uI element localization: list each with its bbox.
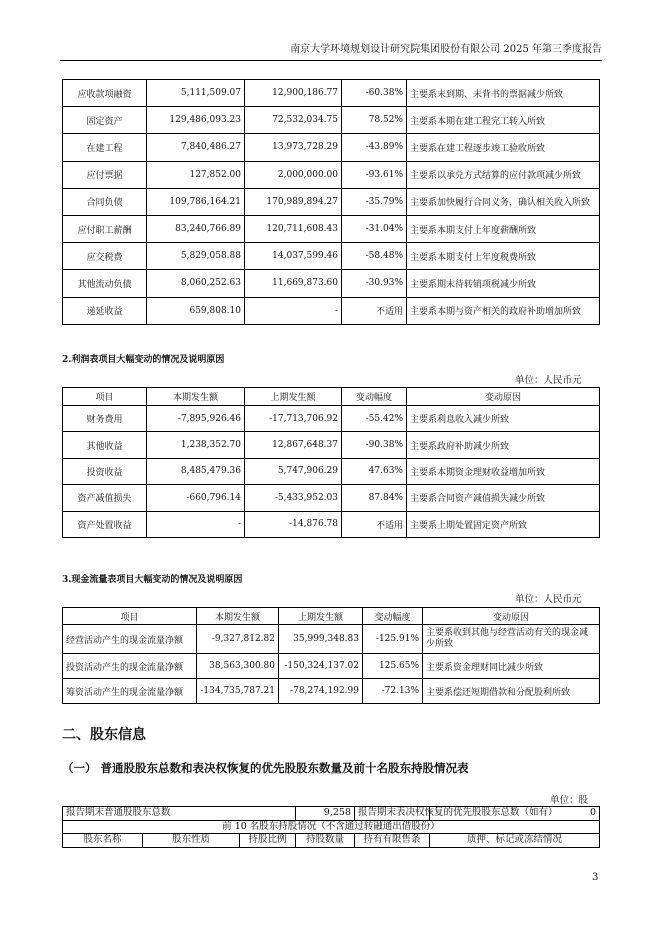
table-row xyxy=(63,80,600,107)
previous-value-cell: 35,999,348.83 xyxy=(279,625,363,654)
item-cell: 其他收益 xyxy=(63,432,147,458)
table-row xyxy=(63,432,600,458)
change-reason-cell: 主要系资金理财同比减少所致 xyxy=(423,654,600,679)
change-reason-cell: 主要系上期处置固定资产所致 xyxy=(407,511,600,537)
current-value-cell: 8,060,252.63 xyxy=(147,270,245,297)
column-header: 质押、标记或冻结情况 xyxy=(430,834,600,848)
previous-value-cell: 2,000,000.00 xyxy=(245,161,342,188)
item-cell: 合同负债 xyxy=(63,188,147,215)
previous-value-cell: 5,747,906.29 xyxy=(245,458,342,484)
table-header-row xyxy=(63,388,600,406)
previous-value-cell: - xyxy=(245,297,342,324)
cash-flow-changes-table xyxy=(62,607,600,704)
cash-flow-section-title: 3.现金流量表项目大幅变动的情况及说明原因 xyxy=(62,575,243,585)
table-row xyxy=(63,270,600,297)
current-value-cell: 109,786,164.21 xyxy=(147,188,245,215)
total-shareholders-label: 报告期末普通股股东总数 xyxy=(63,807,296,821)
change-reason-cell: 主要系利息收入减少所致 xyxy=(407,406,600,432)
change-rate-cell: -58.48% xyxy=(342,243,407,270)
current-value-cell: 659,808.10 xyxy=(147,297,245,324)
table-row xyxy=(63,625,600,654)
column-header: 股东性质 xyxy=(143,834,240,848)
item-cell: 投资收益 xyxy=(63,458,147,484)
change-rate-cell: -93.61% xyxy=(342,161,407,188)
table-row xyxy=(63,511,600,537)
change-reason-cell: 主要系未到期、未背书的票据减少所致 xyxy=(407,80,600,107)
column-header: 项目 xyxy=(63,608,197,625)
item-cell: 资产处置收益 xyxy=(63,511,147,537)
previous-value-cell: 12,900,186.77 xyxy=(245,80,342,107)
top10-shareholders-label: 前 10 名股东持股情况（不含通过转融通出借股份） xyxy=(63,820,600,834)
current-value-cell: -7,895,926.46 xyxy=(147,406,245,432)
item-cell: 其他流动负债 xyxy=(63,270,147,297)
table-row xyxy=(63,297,600,324)
item-cell: 在建工程 xyxy=(63,134,147,161)
previous-value-cell: -78,274,192.99 xyxy=(279,679,363,704)
current-value-cell: -9,327,812.82 xyxy=(197,625,279,654)
column-header: 持股数量 xyxy=(296,834,355,848)
change-reason-cell: 主要系加快履行合同义务，确认相关收入所致 xyxy=(407,188,600,215)
change-rate-cell: -35.79% xyxy=(342,188,407,215)
previous-value-cell: -150,324,137.02 xyxy=(279,654,363,679)
table-row xyxy=(63,215,600,242)
current-value-cell: 5,111,509.07 xyxy=(147,80,245,107)
table-row xyxy=(63,188,600,215)
change-rate-cell: 125.65% xyxy=(363,654,423,679)
change-rate-cell: 不适用 xyxy=(342,511,407,537)
previous-value-cell: -17,713,706.92 xyxy=(245,406,342,432)
current-value-cell: 83,240,766.89 xyxy=(147,215,245,242)
item-cell: 资产减值损失 xyxy=(63,485,147,511)
table-row xyxy=(63,406,600,432)
change-rate-cell: 不适用 xyxy=(342,297,407,324)
current-value-cell: 7,840,486.27 xyxy=(147,134,245,161)
total-shareholders-value: 9,258 xyxy=(296,807,355,821)
column-header: 上期发生额 xyxy=(245,388,342,406)
current-value-cell: 129,486,093.23 xyxy=(147,107,245,134)
change-rate-cell: -60.38% xyxy=(342,80,407,107)
column-header: 变动原因 xyxy=(423,608,600,625)
table-header-row xyxy=(63,834,600,848)
table-row xyxy=(63,243,600,270)
table-header-row xyxy=(63,608,600,625)
current-value-cell: 38,563,300.80 xyxy=(197,654,279,679)
table-row xyxy=(63,107,600,134)
previous-value-cell: 170,989,894.27 xyxy=(245,188,342,215)
column-header: 本期发生额 xyxy=(147,388,245,406)
previous-value-cell: 14,037,599.46 xyxy=(245,243,342,270)
table-row xyxy=(63,134,600,161)
current-value-cell: -660,796.14 xyxy=(147,485,245,511)
change-rate-cell: -55.42% xyxy=(342,406,407,432)
item-cell: 应交税费 xyxy=(63,243,147,270)
current-value-cell: 5,829,058.88 xyxy=(147,243,245,270)
shareholder-table xyxy=(62,806,600,848)
change-reason-cell: 主要系以承兑方式结算的应付款项减少所致 xyxy=(407,161,600,188)
change-reason-cell: 主要系政府补助减少所致 xyxy=(407,432,600,458)
change-rate-cell: -90.38% xyxy=(342,432,407,458)
change-rate-cell: 47.63% xyxy=(342,458,407,484)
shareholder-table-heading: （一） 普通股股东总数和表决权恢复的优先股股东数量及前十名股东持股情况表 xyxy=(62,761,469,775)
change-reason-cell: 主要系在建工程逐步竣工验收所致 xyxy=(407,134,600,161)
change-reason-cell: 主要系本期支付上年度薪酬所致 xyxy=(407,215,600,242)
item-cell: 筹资活动产生的现金流量净额 xyxy=(63,679,197,704)
previous-value-cell: -14,876.78 xyxy=(245,511,342,537)
preferred-shareholders-value: 0 xyxy=(430,807,600,821)
column-header: 项目 xyxy=(63,388,147,406)
change-rate-cell: -72.13% xyxy=(363,679,423,704)
item-cell: 递延收益 xyxy=(63,297,147,324)
shareholder-info-heading: 二、股东信息 xyxy=(62,727,146,743)
table-row xyxy=(63,654,600,679)
change-reason-cell: 主要系收到其他与经营活动有关的现金减少所致 xyxy=(423,625,600,654)
item-cell: 应收款项融资 xyxy=(63,80,147,107)
report-header: 南京大学环境规划设计研究院集团股份有限公司 2025 年第三季度报告 xyxy=(290,44,602,55)
current-value-cell: 127,852.00 xyxy=(147,161,245,188)
previous-value-cell: 13,973,728.29 xyxy=(245,134,342,161)
change-reason-cell: 主要系本期资金理财收益增加所致 xyxy=(407,458,600,484)
currency-unit-label: 单位：人民币元 xyxy=(515,594,582,605)
table-row xyxy=(63,161,600,188)
column-header: 变动幅度 xyxy=(363,608,423,625)
column-header: 持有有限售条 xyxy=(355,834,430,848)
table-row xyxy=(63,458,600,484)
income-statement-changes-table xyxy=(62,387,600,538)
page-number: 3 xyxy=(592,872,599,883)
change-reason-cell: 主要系本期在建工程完工转入所致 xyxy=(407,107,600,134)
previous-value-cell: 11,669,873.60 xyxy=(245,270,342,297)
current-value-cell: - xyxy=(147,511,245,537)
previous-value-cell: 12,867,648.37 xyxy=(245,432,342,458)
table-row xyxy=(63,485,600,511)
share-unit-label: 单位：股 xyxy=(550,795,589,806)
previous-value-cell: 120,711,608.43 xyxy=(245,215,342,242)
column-header: 变动原因 xyxy=(407,388,600,406)
item-cell: 经营活动产生的现金流量净额 xyxy=(63,625,197,654)
change-reason-cell: 主要系本期与资产相关的政府补助增加所致 xyxy=(407,297,600,324)
change-rate-cell: -31.04% xyxy=(342,215,407,242)
change-rate-cell: -125.91% xyxy=(363,625,423,654)
preferred-shareholders-label: 报告期末表决权恢复的优先股股东总数（如有） xyxy=(355,807,430,821)
column-header: 变动幅度 xyxy=(342,388,407,406)
column-header: 股东名称 xyxy=(63,834,143,848)
income-statement-section-title: 2.利润表项目大幅变动的情况及说明原因 xyxy=(62,355,225,365)
item-cell: 财务费用 xyxy=(63,406,147,432)
change-reason-cell: 主要系合同资产减值损失减少所致 xyxy=(407,485,600,511)
previous-value-cell: 72,532,034.75 xyxy=(245,107,342,134)
change-rate-cell: -43.89% xyxy=(342,134,407,161)
column-header: 本期发生额 xyxy=(197,608,279,625)
previous-value-cell: -5,433,952.03 xyxy=(245,485,342,511)
change-rate-cell: 87.84% xyxy=(342,485,407,511)
column-header: 持股比例 xyxy=(240,834,296,848)
change-reason-cell: 主要系偿还短期借款和分配股利所致 xyxy=(423,679,600,704)
change-reason-cell: 主要系期末待转销项税减少所致 xyxy=(407,270,600,297)
currency-unit-label: 单位：人民币元 xyxy=(515,375,582,386)
column-header: 上期发生额 xyxy=(279,608,363,625)
balance-sheet-changes-table xyxy=(62,79,600,325)
item-cell: 应付职工薪酬 xyxy=(63,215,147,242)
change-rate-cell: 78.52% xyxy=(342,107,407,134)
current-value-cell: -134,735,787.21 xyxy=(197,679,279,704)
change-reason-cell: 主要系本期支付上年度税费所致 xyxy=(407,243,600,270)
header-divider xyxy=(60,60,602,61)
table-row xyxy=(63,679,600,704)
change-rate-cell: -30.93% xyxy=(342,270,407,297)
item-cell: 固定资产 xyxy=(63,107,147,134)
current-value-cell: 8,485,479.36 xyxy=(147,458,245,484)
current-value-cell: 1,238,352.70 xyxy=(147,432,245,458)
item-cell: 应付票据 xyxy=(63,161,147,188)
item-cell: 投资活动产生的现金流量净额 xyxy=(63,654,197,679)
